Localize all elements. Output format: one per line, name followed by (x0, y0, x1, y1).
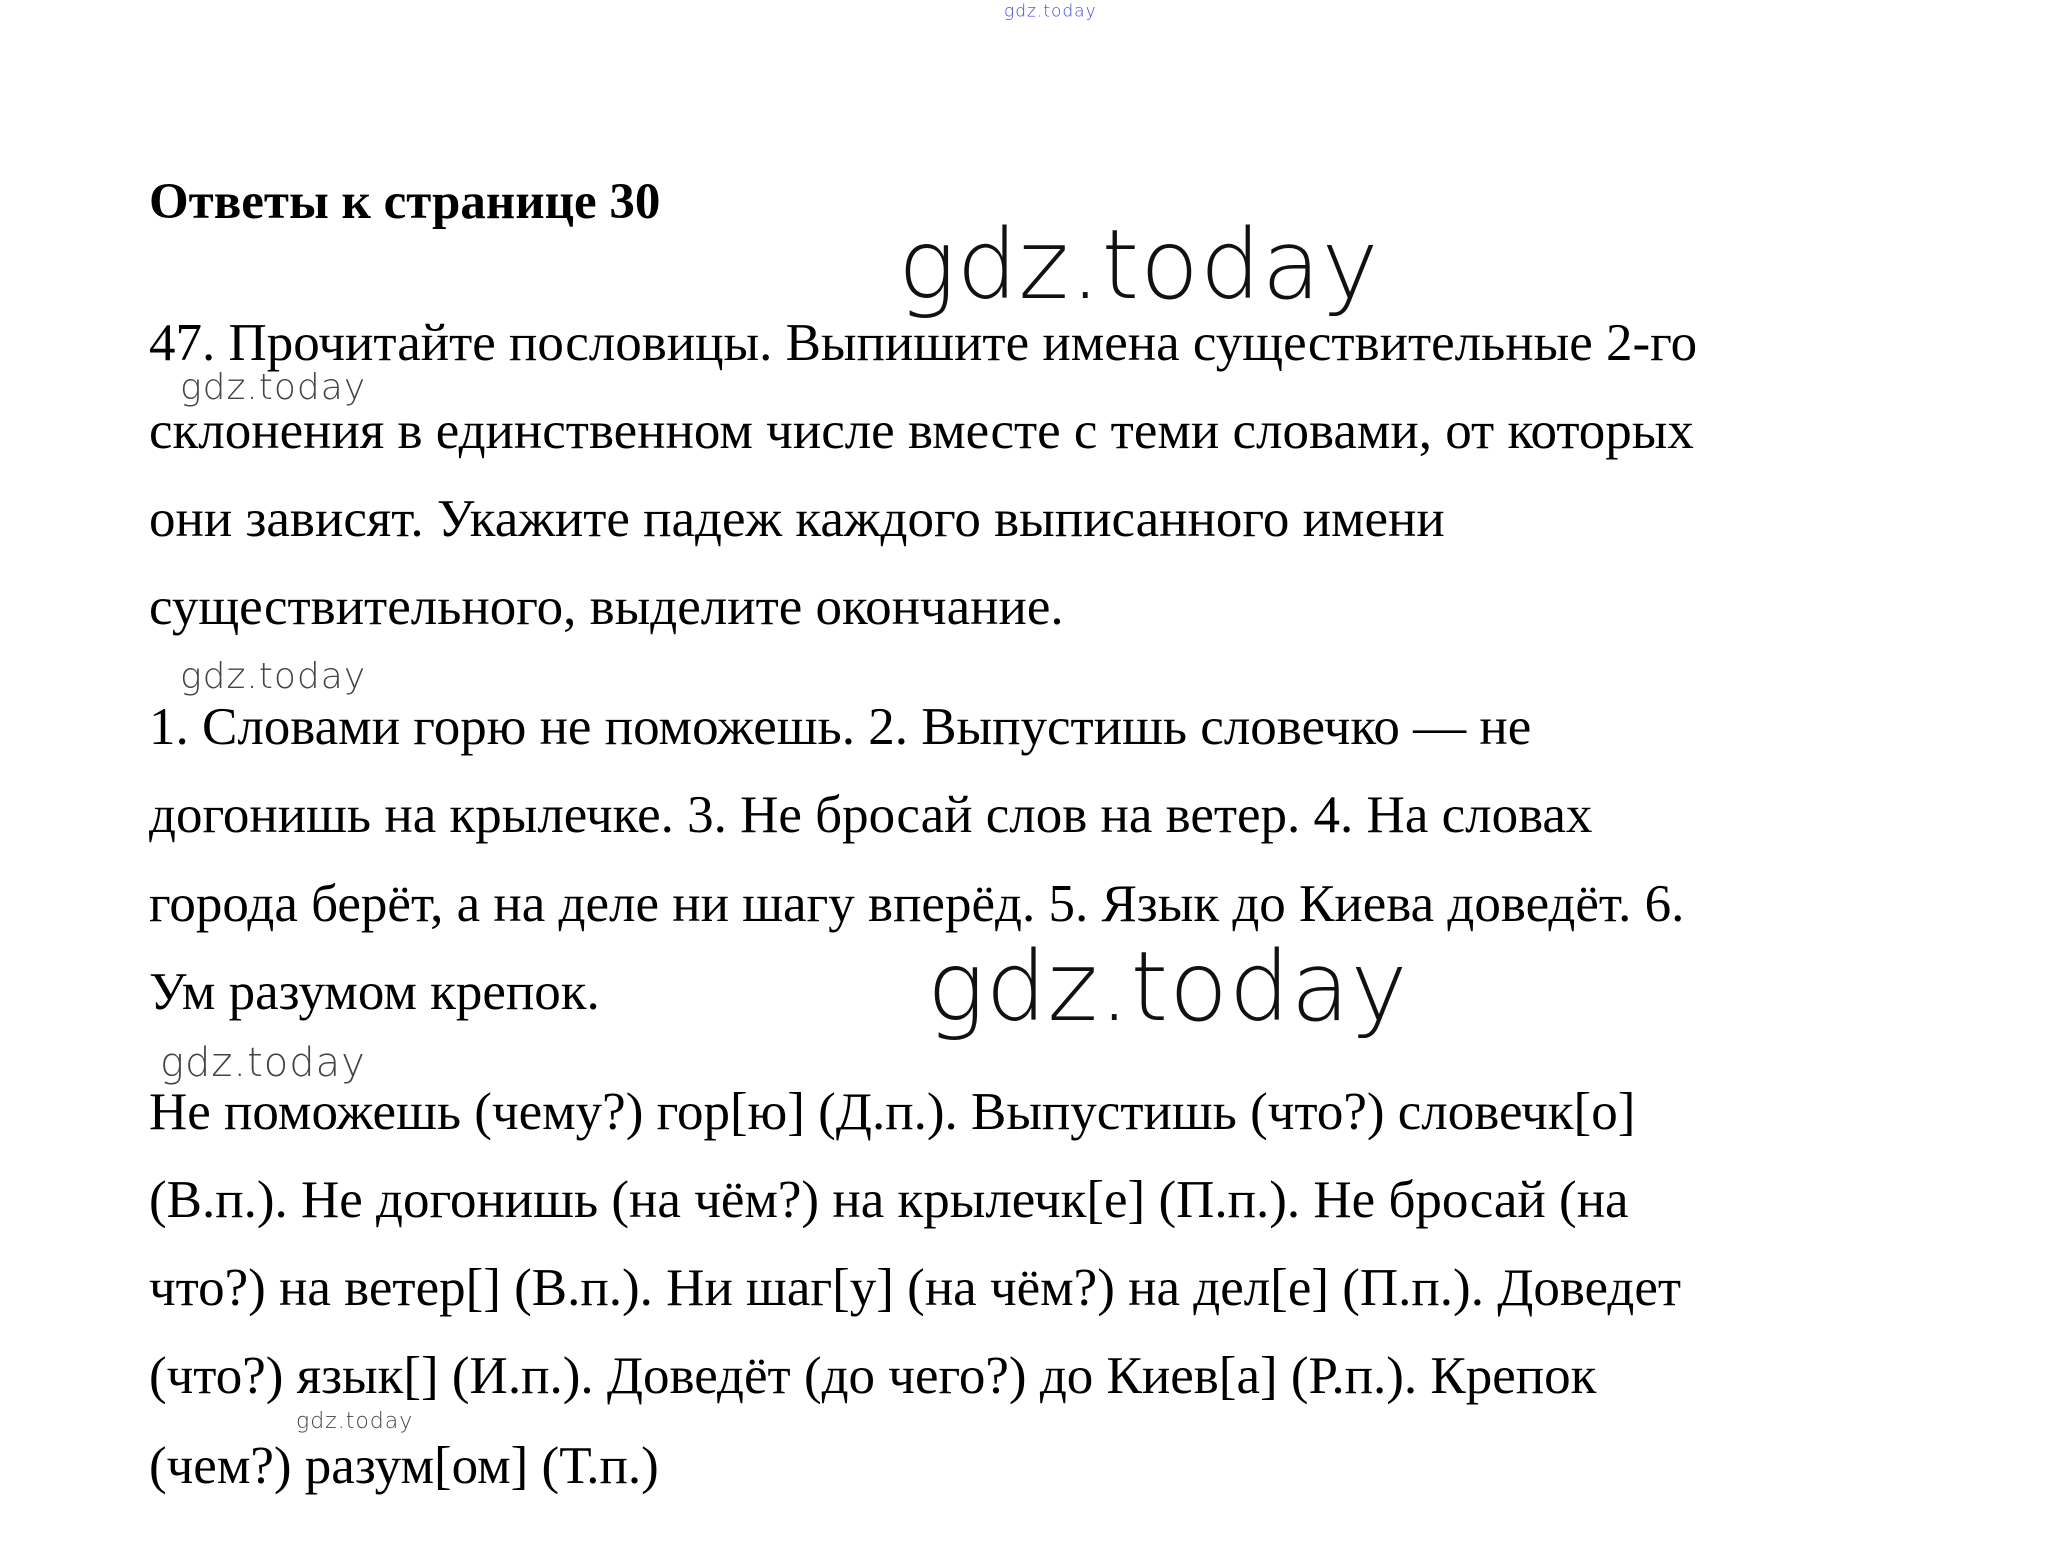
watermark-top: gdz.today (1004, 1, 1097, 22)
answer-line: Не поможешь (чему?) гор[ю] (Д.п.). Выпустишь (что?) словечк[о] (149, 1083, 1636, 1142)
answer-line: (чем?) разум[ом] (Т.п.) (149, 1437, 659, 1496)
watermark-large: gdz.today (898, 208, 1380, 321)
proverb-line: Ум разумом крепок. (149, 963, 600, 1022)
answer-line: что?) на ветер[] (В.п.). Ни шаг[у] (на чём?) на дел[е] (П.п.). Доведет (149, 1259, 1682, 1318)
watermark-small: gdz.today (160, 1040, 366, 1086)
task-line: 47. Прочитайте пословицы. Выпишите имена существительные 2-го (149, 314, 1698, 373)
proverb-line: 1. Словами горю не поможешь. 2. Выпустишь словечко — не (149, 698, 1532, 757)
watermark-tiny: gdz.today (296, 1409, 414, 1435)
task-line: склонения в единственном числе вместе с теми словами, от которых (149, 402, 1694, 461)
proverb-line: догонишь на крылечке. 3. Не бросай слов на ветер. 4. На словах (149, 786, 1593, 845)
watermark-small: gdz.today (180, 366, 367, 408)
task-line: они зависят. Укажите падеж каждого выписанного имени (149, 490, 1445, 549)
answer-line: (что?) язык[] (И.п.). Доведёт (до чего?) до Киев[а] (Р.п.). Крепок (149, 1347, 1597, 1406)
answer-line: (В.п.). Не догонишь (на чём?) на крылечк[е] (П.п.). Не бросай (на (149, 1171, 1629, 1230)
watermark-small: gdz.today (180, 655, 367, 697)
watermark-large: gdz.today (927, 930, 1409, 1043)
proverb-line: города берёт, а на деле ни шагу вперёд. 5. Язык до Киева доведёт. 6. (149, 875, 1685, 934)
page-title: Ответы к странице 30 (149, 174, 661, 231)
task-line: существительного, выделите окончание. (149, 578, 1064, 637)
